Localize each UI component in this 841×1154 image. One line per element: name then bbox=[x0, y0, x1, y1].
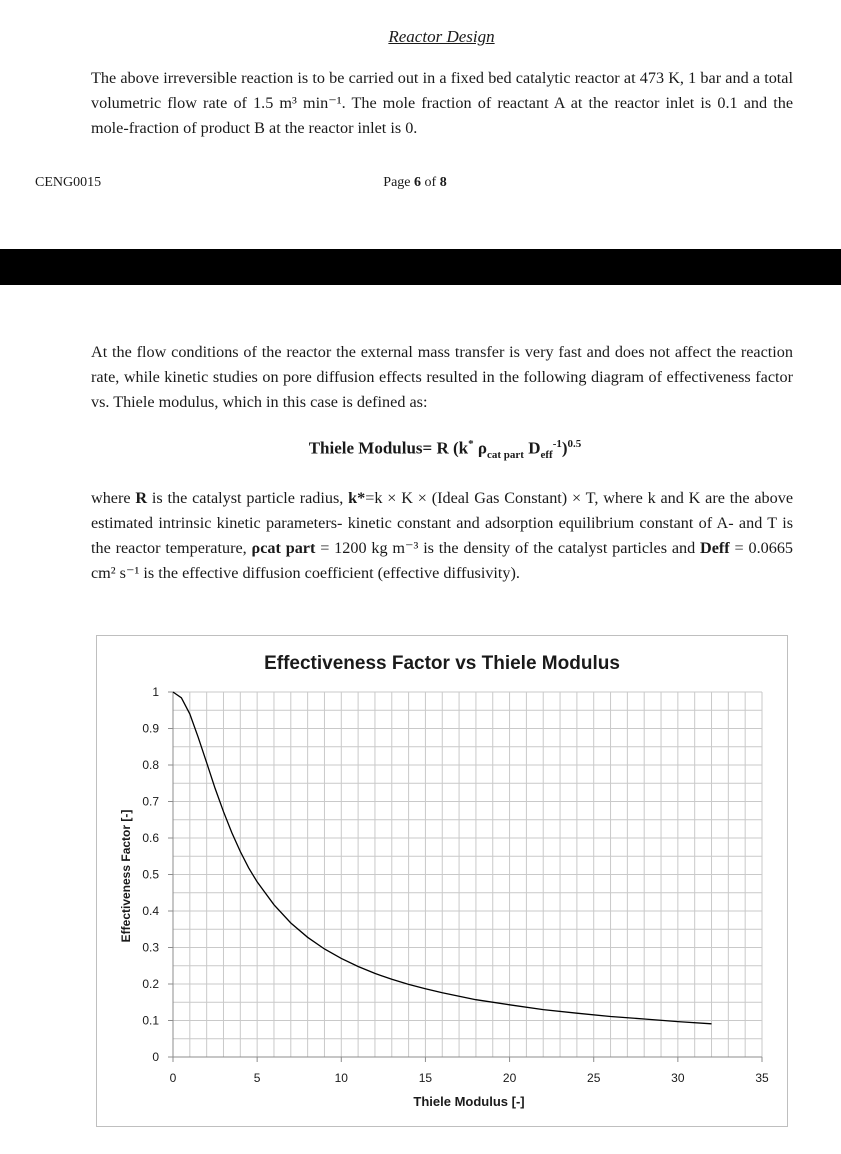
y-tick-label: 0.6 bbox=[142, 831, 159, 845]
thiele-modulus-formula: Thiele Modulus= R (k* $\rho_{cat part}$ $D_{eff}^{-1})^{0.5}$ bbox=[308, 438, 582, 462]
x-axis-label: Thiele Modulus [-] bbox=[413, 1094, 525, 1109]
page-number: Page 6 of 8 bbox=[383, 175, 447, 190]
x-tick-label: 10 bbox=[334, 1071, 348, 1085]
page-header-title: Reactor Design bbox=[388, 27, 495, 46]
x-tick-label: 20 bbox=[502, 1071, 517, 1085]
y-axis-label: Effectiveness Factor [-] bbox=[119, 809, 133, 943]
page-separator-band bbox=[0, 249, 841, 285]
x-tick-label: 30 bbox=[671, 1071, 685, 1085]
y-tick-label: 0.8 bbox=[142, 758, 159, 772]
y-tick-label: 0.5 bbox=[142, 867, 159, 882]
y-tick-label: 0.3 bbox=[142, 940, 159, 955]
y-tick-label: 0.9 bbox=[142, 721, 159, 736]
y-tick-label: 0.2 bbox=[142, 977, 159, 991]
y-tick-label: 1 bbox=[152, 685, 159, 699]
x-tick-label: 25 bbox=[587, 1071, 601, 1085]
chart-frame bbox=[96, 635, 788, 1127]
x-tick-label: 35 bbox=[755, 1071, 769, 1085]
y-tick-label: 0.4 bbox=[142, 904, 159, 918]
x-tick-label: 0 bbox=[169, 1071, 177, 1085]
y-tick-label: 0 bbox=[152, 1050, 159, 1064]
definitions-paragraph: where R is the catalyst particle radius, k*=k × K × (Ideal Gas Constant) × T, where k and K are the above estimated intrinsic kinetic parameters- kinetic constant and adsorption equilibrium constant of A- and T is the reactor temperature, ρcat part = 1200 kg m⁻³ is the density of the catalyst particles and Deff = 0.0665 cm² s⁻¹ is the effective diffusion coefficient (effective diffusivity). bbox=[91, 489, 794, 582]
y-tick-label: 0.1 bbox=[142, 1013, 159, 1028]
course-code: CENG0015 bbox=[35, 175, 102, 190]
chart-title: Effectiveness Factor vs Thiele Modulus bbox=[264, 653, 620, 674]
x-tick-label: 5 bbox=[253, 1071, 261, 1085]
y-tick-label: 0.7 bbox=[142, 794, 159, 809]
x-tick-label: 15 bbox=[418, 1071, 433, 1085]
flow-conditions-paragraph: At the flow conditions of the reactor the external mass transfer is very fast and does not affect the reaction rate, while kinetic studies on pore diffusion effects resulted in the following diagram of effectiveness factor vs. Thiele modulus, which in this case is defined as: bbox=[91, 343, 793, 411]
intro-paragraph: The above irreversible reaction is to be carried out in a fixed bed catalytic reactor at 473 K, 1 bar and a total volumetric flow rate of 1.5 m³ min⁻¹. The mole fraction of reactant A at the reactor inlet is 0.1 and the mole-fraction of product B at the reactor inlet is 0. bbox=[91, 69, 793, 137]
effectiveness-chart bbox=[97, 636, 787, 1126]
